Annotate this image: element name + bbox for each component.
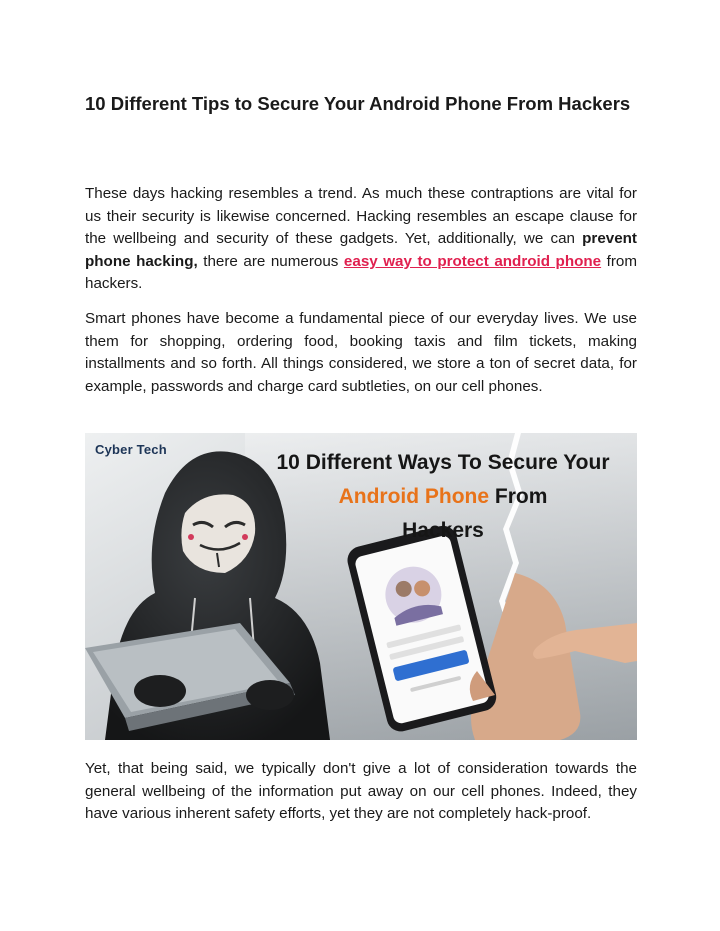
hero-title-line1: 10 Different Ways To Secure Your bbox=[276, 451, 610, 474]
paragraph-safety: Yet, that being said, we typically don't give a lot of consideration towards the general wellbeing of the information put away on our cell phones. Indeed, they have various inherent safety efforts, yet they are not completely hack-proof. bbox=[85, 760, 637, 823]
hero-title-line3: Hackers bbox=[402, 519, 484, 542]
paragraph-intro-text-a: These days hacking resembles a trend. As much these contraptions are vital for us their security is likewise concerned. Hacking resembles an escape clause for the wellbeing and security of these gadgets. Yet, additionally, we can bbox=[85, 185, 637, 248]
article-title: 10 Different Tips to Secure Your Android Phone From Hackers bbox=[85, 93, 631, 114]
paragraph-intro bbox=[85, 183, 637, 296]
paragraph-intro-text-c: from hackers. bbox=[85, 252, 638, 293]
hero-title-line2 bbox=[253, 479, 633, 515]
paragraph-intro-text-b: there are numerous bbox=[197, 252, 344, 270]
hero-title-from: From bbox=[489, 485, 548, 508]
paragraph-intro-bold: prevent phone hacking, bbox=[85, 230, 637, 270]
protect-android-link[interactable]: easy way to protect android phone bbox=[343, 252, 602, 270]
paragraph-smartphones: Smart phones have become a fundamental piece of our everyday lives. We use them for shopping, ordering food, booking taxis and film tickets, making installments and so forth. All things considered, we store a ton of secret data, for example, passwords and charge card subtleties, on our cell phones. bbox=[85, 310, 637, 395]
hero-title-orange: Android Phone bbox=[338, 485, 490, 508]
hero-brand-label: Cyber Tech bbox=[95, 442, 167, 457]
hero-image bbox=[85, 433, 637, 740]
